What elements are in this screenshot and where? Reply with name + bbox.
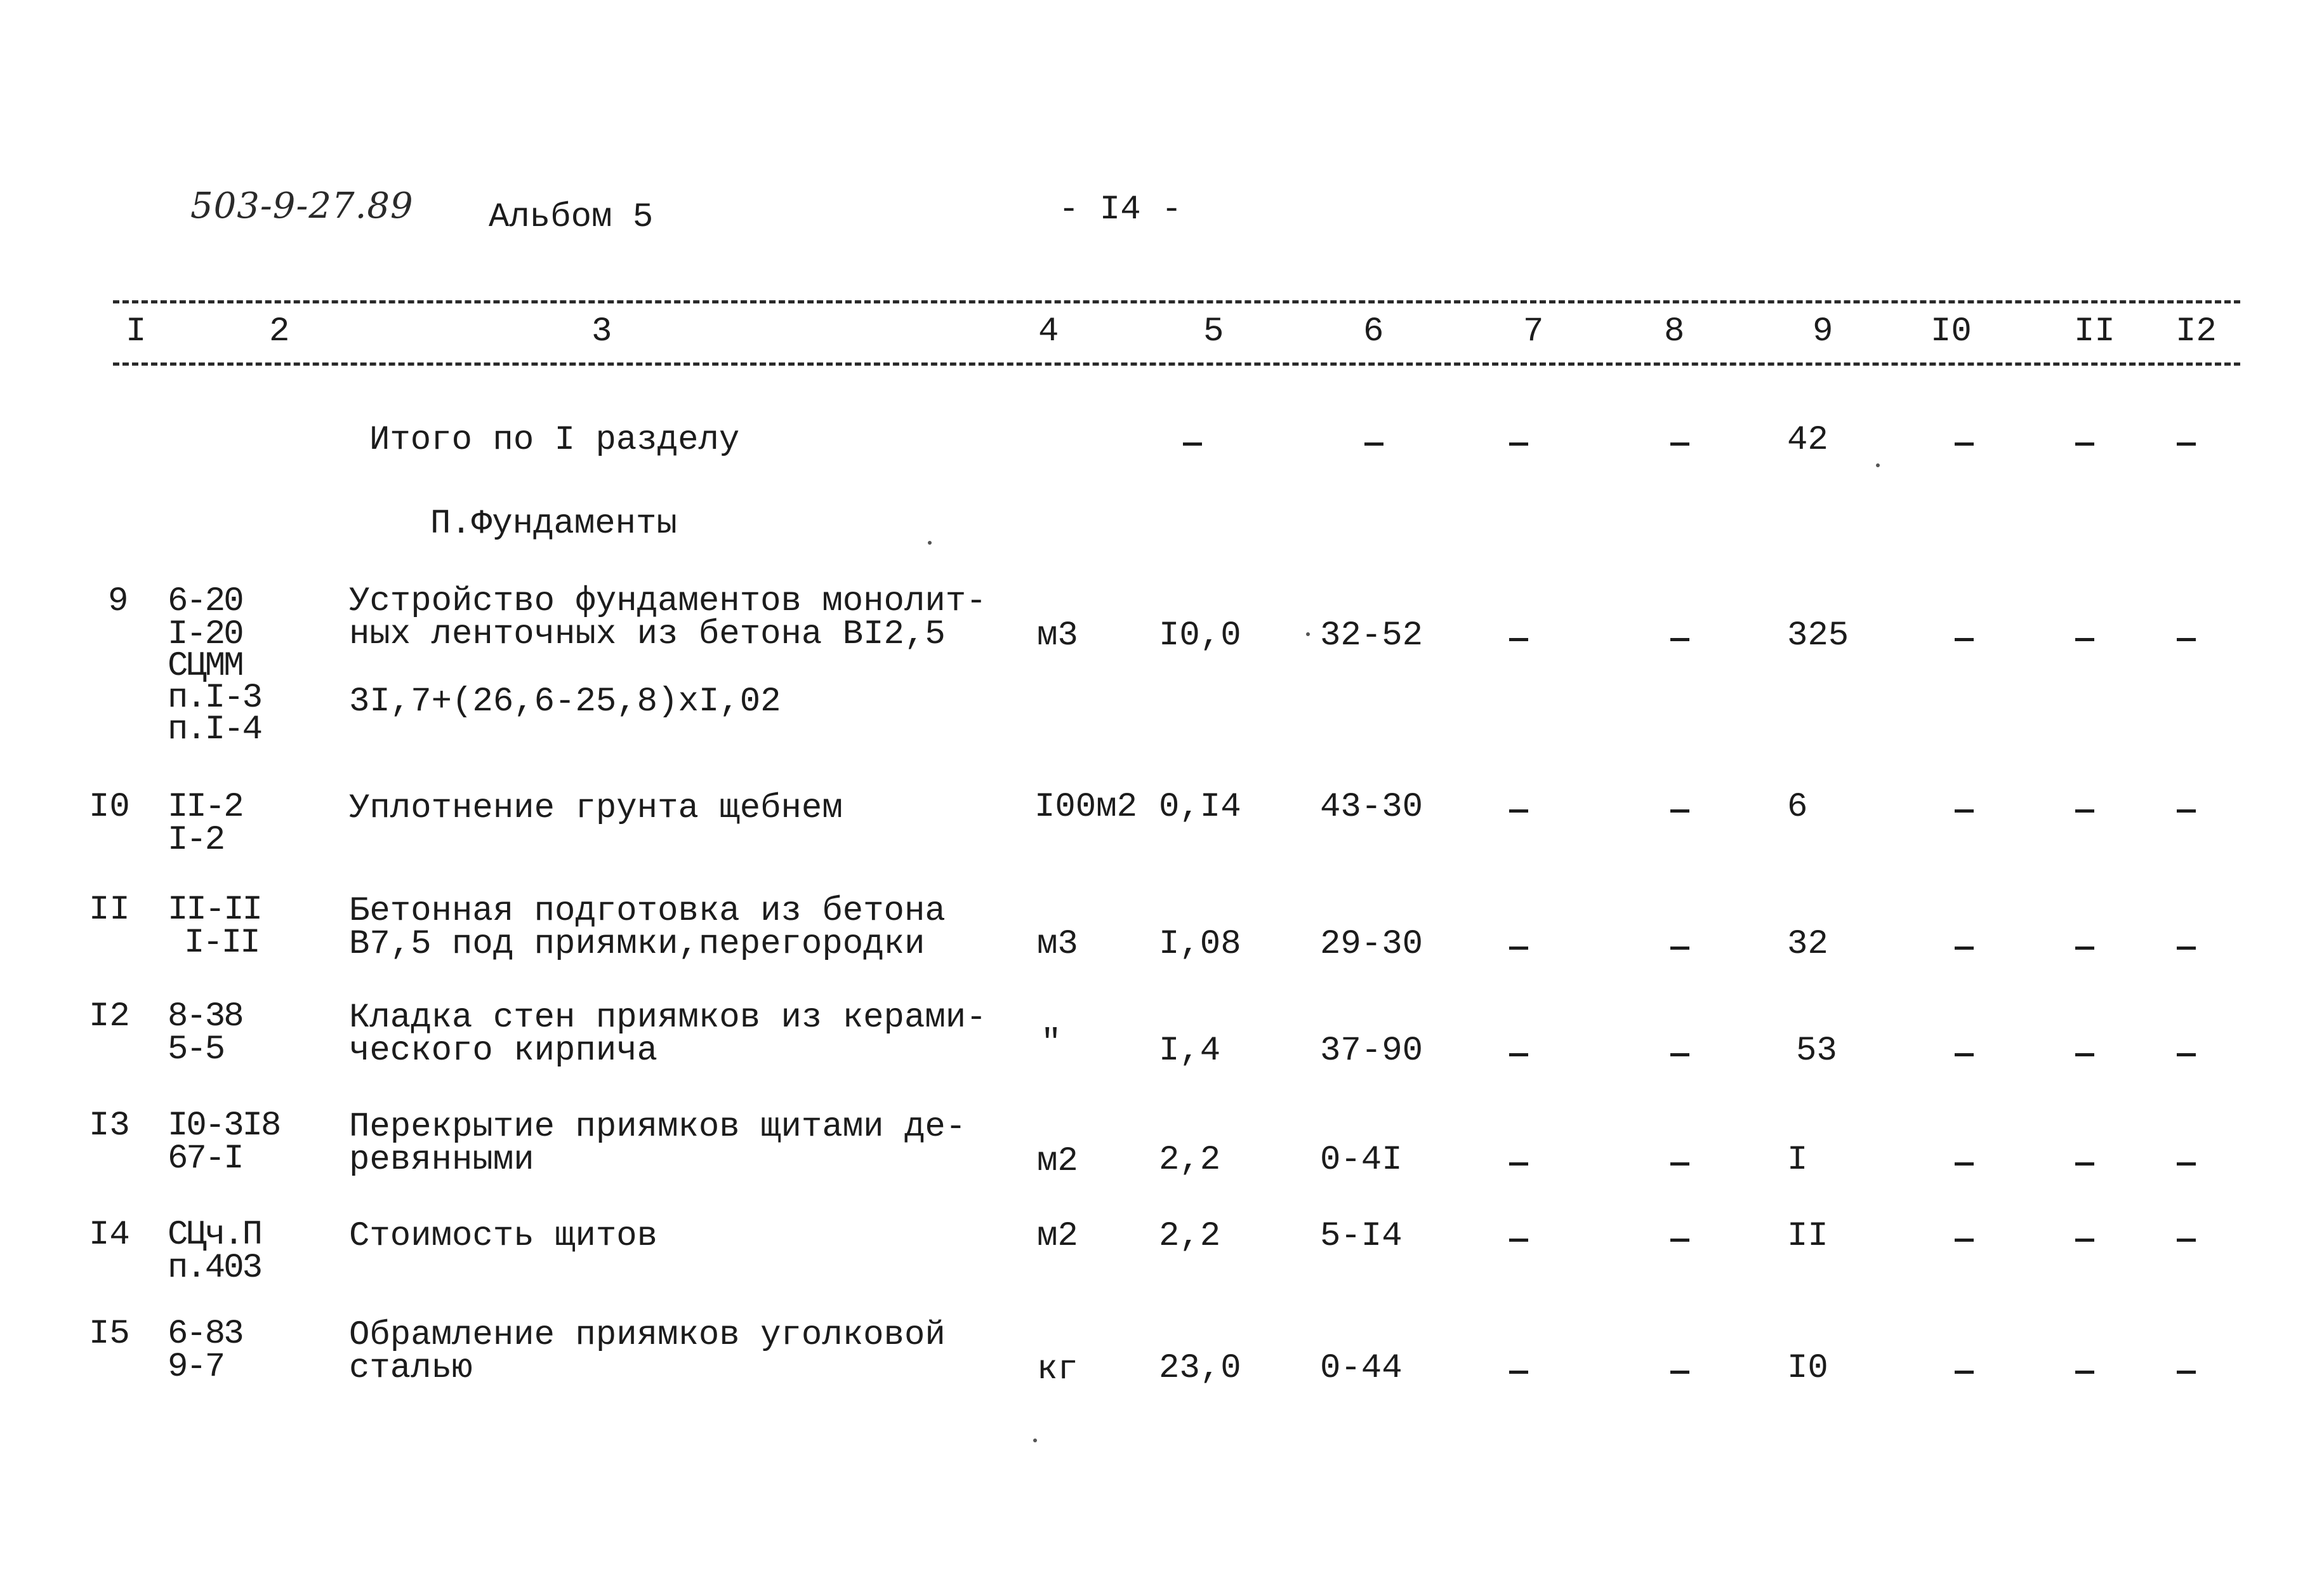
album-label: Альбом 5 bbox=[489, 198, 654, 237]
row-unit: м2 bbox=[1037, 1142, 1078, 1181]
row-price: 43-30 bbox=[1320, 788, 1423, 827]
row-col12-dash bbox=[2177, 809, 2196, 813]
row-number: I0 bbox=[89, 788, 130, 827]
row-number: II bbox=[89, 891, 130, 929]
row-number: I3 bbox=[89, 1106, 130, 1145]
document-code: 503-9-27.89 bbox=[190, 185, 414, 227]
row-col11-dash bbox=[2075, 1239, 2094, 1242]
row-code: 6-20 bbox=[168, 582, 242, 621]
scan-speck bbox=[1306, 632, 1310, 636]
scan-speck bbox=[1033, 1439, 1037, 1442]
row-unit: I00м2 bbox=[1034, 788, 1138, 827]
row-description: ревянными bbox=[349, 1141, 534, 1180]
section-title: П.Фундаменты bbox=[430, 505, 677, 543]
row-code: II-II bbox=[168, 891, 261, 929]
col-header-8: 8 bbox=[1664, 312, 1685, 351]
row-col7-dash bbox=[1509, 1162, 1528, 1166]
row-unit: кг bbox=[1037, 1350, 1078, 1389]
col-header-1: I bbox=[126, 312, 147, 351]
row-description: Перекрытие приямков щитами де- bbox=[349, 1108, 967, 1146]
row-col9: 6 bbox=[1787, 788, 1808, 827]
row-price: 0-44 bbox=[1320, 1349, 1403, 1388]
row-col8-dash bbox=[1670, 1239, 1689, 1242]
row-code: п.I-4 bbox=[168, 710, 261, 749]
row-col7-dash bbox=[1509, 809, 1528, 813]
row-description: Бетонная подготовка из бетона bbox=[349, 892, 946, 931]
row-col9: II bbox=[1787, 1217, 1828, 1256]
col-header-3: 3 bbox=[591, 312, 612, 351]
row-unit: " bbox=[1041, 1024, 1062, 1063]
row-price: 5-I4 bbox=[1320, 1217, 1403, 1256]
col-header-10: I0 bbox=[1931, 312, 1972, 351]
row-col11-dash bbox=[2075, 809, 2094, 813]
subtotal-col12-dash bbox=[2177, 442, 2196, 446]
row-description: сталью bbox=[349, 1349, 473, 1388]
col-header-9: 9 bbox=[1812, 312, 1833, 351]
row-description: Кладка стен приямков из керами- bbox=[349, 999, 987, 1037]
col-header-11: II bbox=[2074, 312, 2115, 351]
col-header-2: 2 bbox=[269, 312, 290, 351]
row-price: 32-52 bbox=[1320, 616, 1423, 655]
row-price: 0-4I bbox=[1320, 1141, 1403, 1180]
row-col10-dash bbox=[1955, 1162, 1974, 1166]
row-col7-dash bbox=[1509, 1053, 1528, 1056]
row-unit: м3 bbox=[1037, 616, 1078, 655]
row-code: п.403 bbox=[168, 1249, 261, 1287]
row-quantity: 0,I4 bbox=[1159, 788, 1241, 827]
row-col8-dash bbox=[1670, 1053, 1689, 1056]
row-col8-dash bbox=[1670, 1162, 1689, 1166]
row-col12-dash bbox=[2177, 1053, 2196, 1056]
scan-speck bbox=[928, 541, 932, 545]
header-rule-top bbox=[113, 300, 2240, 303]
row-code: СЦч.П bbox=[168, 1216, 261, 1254]
row-col8-dash bbox=[1670, 809, 1689, 813]
col-header-7: 7 bbox=[1523, 312, 1544, 351]
row-col8-dash bbox=[1670, 1371, 1689, 1374]
row-col11-dash bbox=[2075, 1162, 2094, 1166]
row-description: Устройство фундаментов монолит- bbox=[349, 582, 987, 621]
subtotal-col5-dash bbox=[1183, 442, 1202, 446]
row-number: 9 bbox=[108, 582, 129, 621]
row-col12-dash bbox=[2177, 638, 2196, 641]
row-col8-dash bbox=[1670, 947, 1689, 950]
row-col11-dash bbox=[2075, 1053, 2094, 1056]
row-code: I-20 bbox=[168, 615, 242, 654]
row-col10-dash bbox=[1955, 638, 1974, 641]
row-col9: I bbox=[1787, 1141, 1808, 1180]
row-code: 6-83 bbox=[168, 1315, 242, 1353]
row-number: I4 bbox=[89, 1216, 130, 1254]
row-quantity: 2,2 bbox=[1159, 1217, 1221, 1256]
subtotal-col10-dash bbox=[1955, 442, 1974, 446]
row-code: 5-5 bbox=[168, 1030, 224, 1069]
row-quantity: I,4 bbox=[1159, 1032, 1221, 1070]
row-description: Обрамление приямков уголковой bbox=[349, 1316, 946, 1355]
row-col9: 53 bbox=[1796, 1032, 1837, 1070]
row-col9: I0 bbox=[1787, 1349, 1828, 1388]
row-col9: 325 bbox=[1787, 616, 1849, 655]
row-col12-dash bbox=[2177, 1162, 2196, 1166]
row-description: ных ленточных из бетона ВI2,5 bbox=[349, 615, 946, 654]
row-col7-dash bbox=[1509, 947, 1528, 950]
subtotal-label: Итого по I разделу bbox=[369, 421, 740, 460]
row-price: 29-30 bbox=[1320, 925, 1423, 964]
row-col12-dash bbox=[2177, 1239, 2196, 1242]
row-code: СЦММ bbox=[168, 647, 242, 686]
row-number: I2 bbox=[89, 997, 130, 1036]
row-code: I0-3I8 bbox=[168, 1106, 280, 1145]
row-code: I-2 bbox=[168, 821, 224, 860]
scan-speck bbox=[1876, 463, 1880, 467]
subtotal-col7-dash bbox=[1509, 442, 1528, 446]
row-quantity: I,08 bbox=[1159, 925, 1241, 964]
row-col11-dash bbox=[2075, 638, 2094, 641]
row-col8-dash bbox=[1670, 638, 1689, 641]
row-col7-dash bbox=[1509, 1371, 1528, 1374]
row-col7-dash bbox=[1509, 1239, 1528, 1242]
row-col12-dash bbox=[2177, 1371, 2196, 1374]
subtotal-col8-dash bbox=[1670, 442, 1689, 446]
row-description: В7,5 под приямки,перегородки bbox=[349, 925, 925, 964]
row-col10-dash bbox=[1955, 1371, 1974, 1374]
row-quantity: 2,2 bbox=[1159, 1141, 1221, 1180]
col-header-12: I2 bbox=[2175, 312, 2217, 351]
row-unit: м2 bbox=[1037, 1217, 1078, 1256]
row-code: п.I-3 bbox=[168, 679, 261, 717]
row-code: I-II bbox=[184, 924, 259, 962]
row-number: I5 bbox=[89, 1315, 130, 1353]
col-header-4: 4 bbox=[1038, 312, 1059, 351]
row-col9: 32 bbox=[1787, 925, 1828, 964]
row-code: 67-I bbox=[168, 1140, 242, 1178]
row-col10-dash bbox=[1955, 1239, 1974, 1242]
row-col11-dash bbox=[2075, 1371, 2094, 1374]
row-quantity: 23,0 bbox=[1159, 1349, 1241, 1388]
row-col12-dash bbox=[2177, 947, 2196, 950]
row-description: ческого кирпича bbox=[349, 1032, 658, 1070]
row-col10-dash bbox=[1955, 947, 1974, 950]
header-rule-bottom bbox=[113, 362, 2240, 366]
page-number: - I4 - bbox=[1059, 190, 1182, 229]
row-code: 8-38 bbox=[168, 997, 242, 1036]
subtotal-col6-dash bbox=[1364, 442, 1383, 446]
row-formula: 3I,7+(26,6-25,8)xI,02 bbox=[349, 682, 781, 721]
subtotal-col11-dash bbox=[2075, 442, 2094, 446]
row-price: 37-90 bbox=[1320, 1032, 1423, 1070]
row-col10-dash bbox=[1955, 1053, 1974, 1056]
row-unit: м3 bbox=[1037, 925, 1078, 964]
row-col7-dash bbox=[1509, 638, 1528, 641]
row-col11-dash bbox=[2075, 947, 2094, 950]
row-description: Стоимость щитов bbox=[349, 1217, 658, 1256]
subtotal-col9: 42 bbox=[1787, 421, 1828, 460]
row-quantity: I0,0 bbox=[1159, 616, 1241, 655]
row-code: 9-7 bbox=[168, 1348, 224, 1386]
row-description: Уплотнение грунта щебнем bbox=[349, 789, 843, 828]
col-header-5: 5 bbox=[1203, 312, 1224, 351]
col-header-6: 6 bbox=[1363, 312, 1384, 351]
row-code: II-2 bbox=[168, 788, 242, 827]
row-col10-dash bbox=[1955, 809, 1974, 813]
